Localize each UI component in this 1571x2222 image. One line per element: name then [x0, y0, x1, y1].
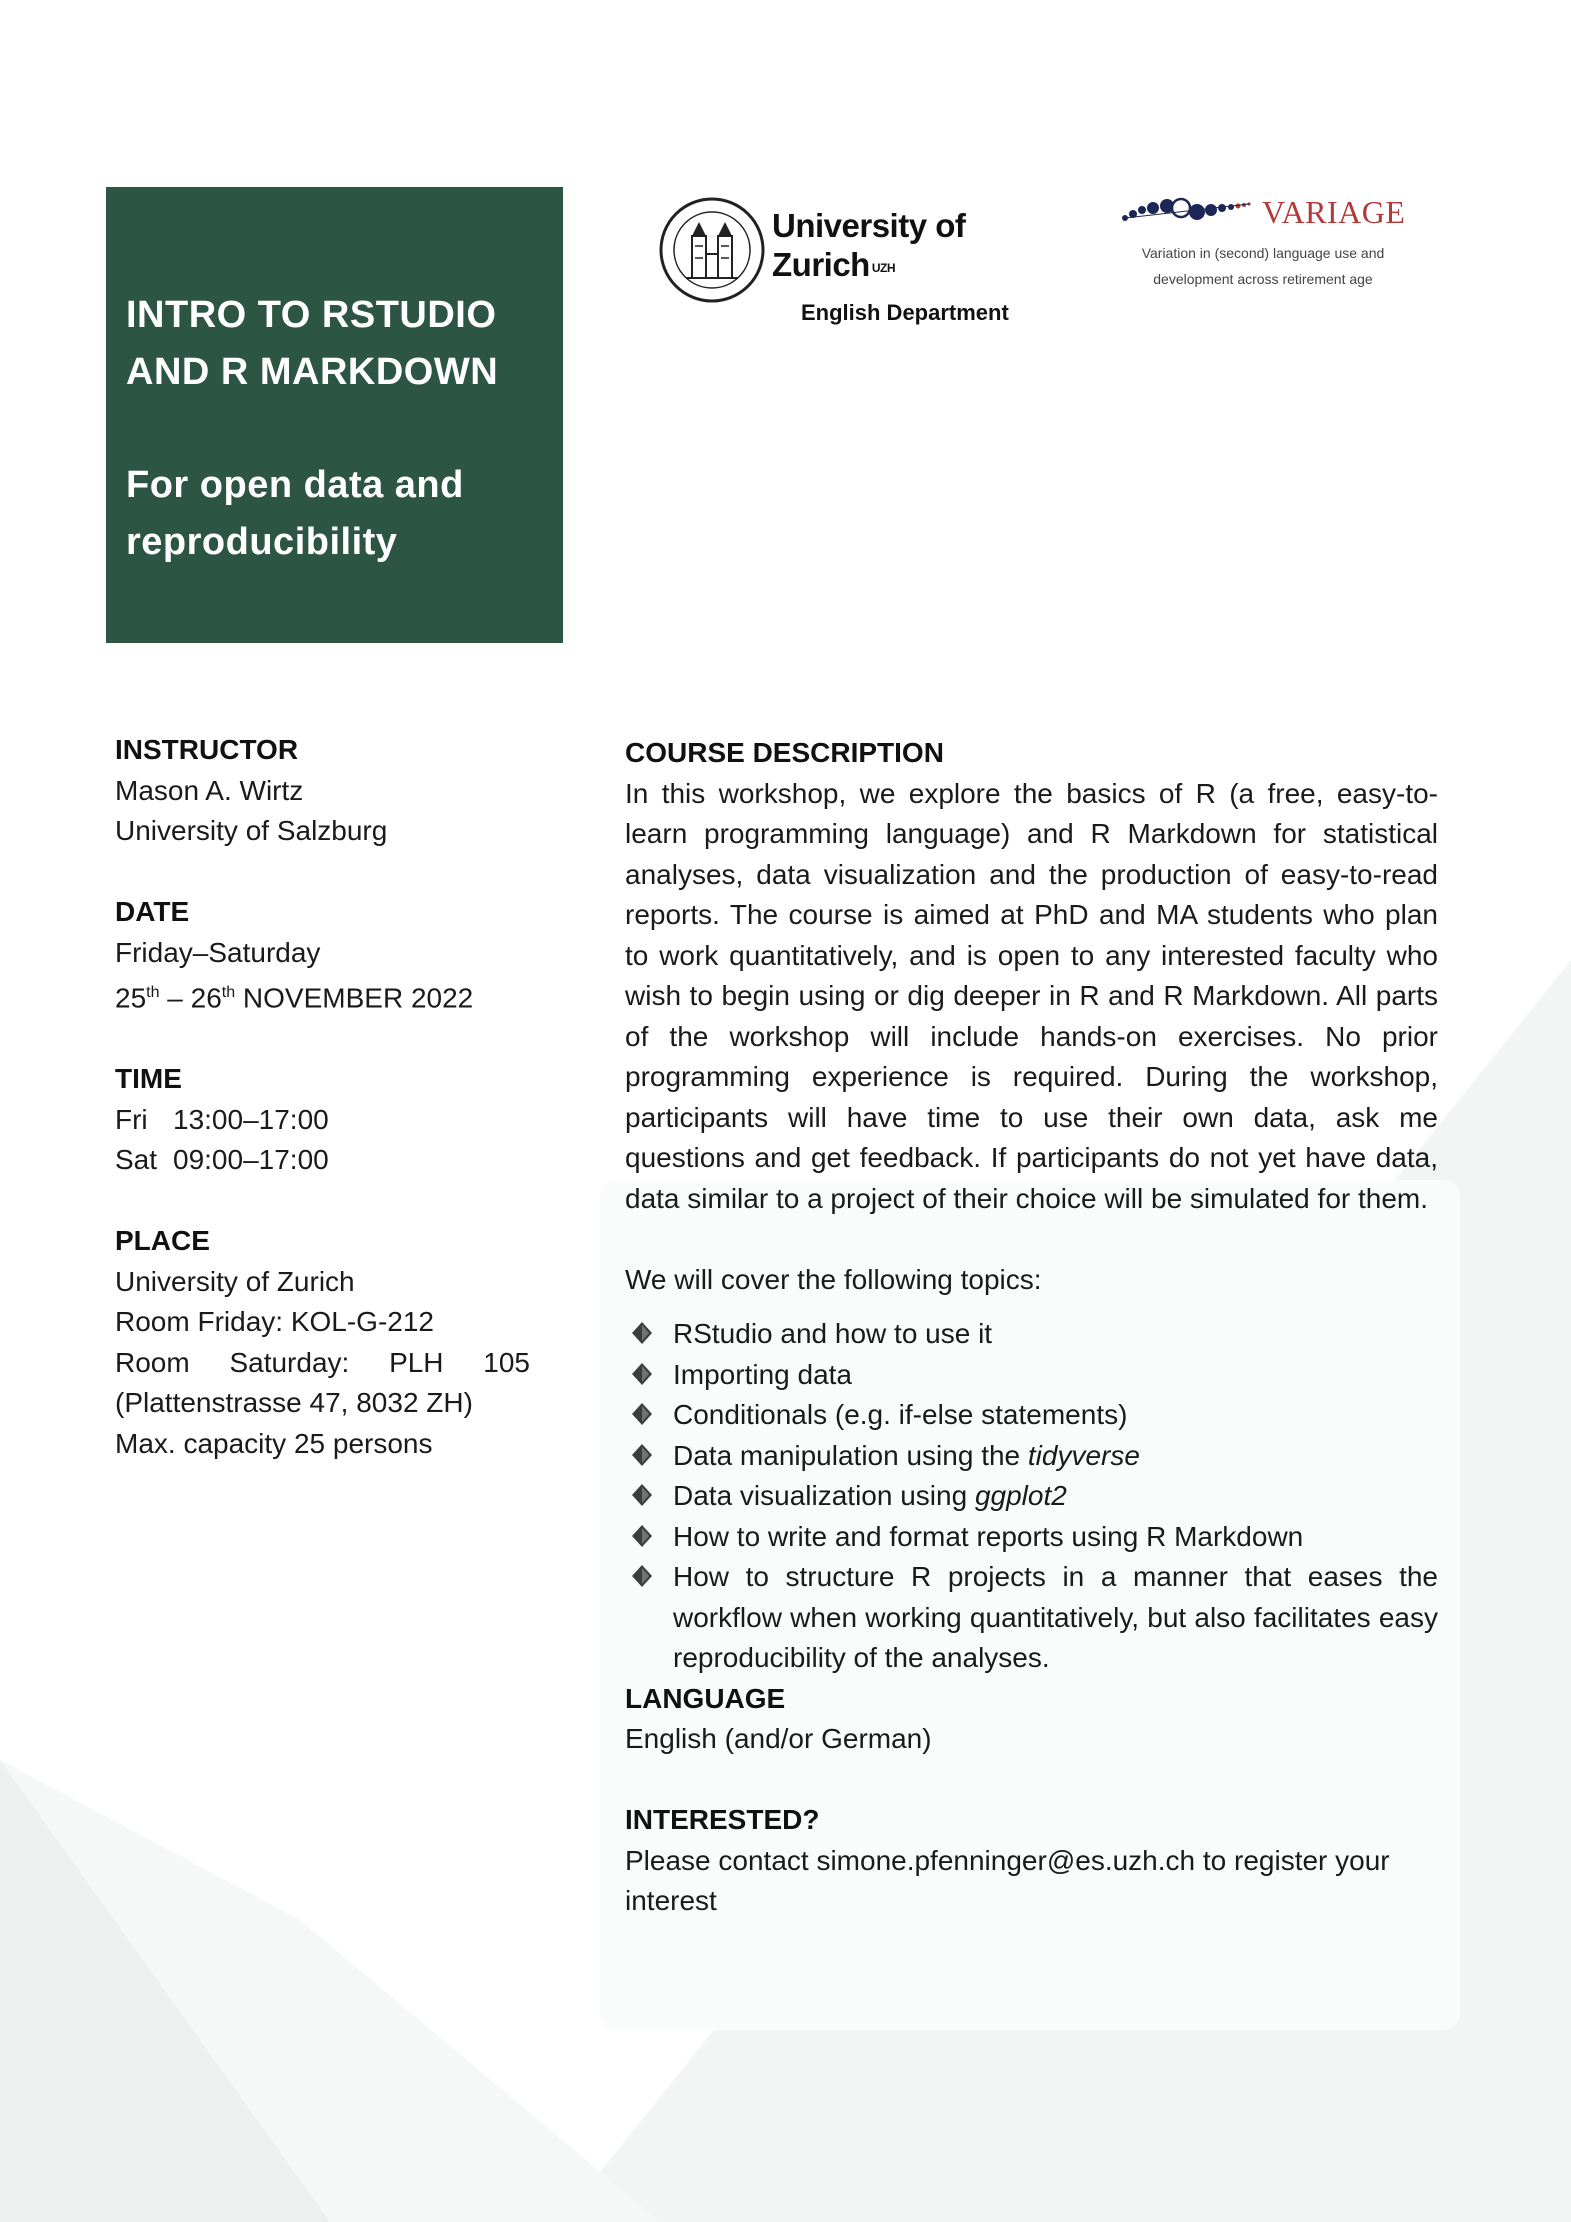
diamond-bullet-icon — [631, 1517, 653, 1557]
room-saturday: Room Saturday: PLH 105 — [115, 1346, 530, 1378]
event-details — [115, 730, 535, 1505]
place-section — [115, 1221, 535, 1464]
diamond-bullet-icon — [631, 1557, 653, 1597]
list-item: RStudio and how to use it — [625, 1314, 1438, 1355]
instructor-affiliation: University of Salzburg — [115, 815, 388, 846]
time-friday: Fri 13:00–17:00 — [115, 1103, 329, 1135]
variage-tagline: Variation in (second) language use and development across retirement age — [1141, 245, 1385, 287]
date-heading: DATE — [115, 896, 190, 927]
list-item: Importing data — [625, 1355, 1438, 1396]
place-address: (Plattenstrasse 47, 8032 ZH) — [115, 1387, 473, 1419]
uzh-seal-icon — [658, 196, 766, 304]
variage-logo — [1118, 188, 1418, 298]
instructor-section — [115, 730, 535, 852]
topics-intro: We will cover the following topics: — [625, 1263, 1042, 1295]
course-subtitle: For open data and reproducibility — [126, 464, 464, 563]
place-heading: PLACE — [115, 1225, 210, 1257]
interested-section — [625, 1800, 1438, 1922]
date-days: Friday–Saturday — [115, 936, 321, 968]
course-content — [625, 733, 1438, 1922]
course-description-heading: COURSE DESCRIPTION — [625, 737, 944, 768]
course-title: INTRO TO RSTUDIO AND R MARKDOWN — [126, 294, 499, 393]
title-box — [106, 187, 563, 643]
list-item: How to write and format reports using R Markdown — [625, 1517, 1438, 1558]
instructor-heading: INSTRUCTOR — [115, 734, 299, 765]
diamond-bullet-icon — [631, 1355, 653, 1395]
list-item: How to structure R projects in a manner that eases the workflow when working quantitatively, but also facilitates easy reproducibility of the analyses. — [625, 1557, 1438, 1679]
topics-list — [625, 1314, 1438, 1679]
interested-heading: INTERESTED? — [625, 1804, 820, 1835]
list-item: Data manipulation using the tidyverse — [625, 1436, 1438, 1477]
date-range: 25th – 26th NOVEMBER 2022 — [115, 982, 474, 1014]
language-heading: LANGUAGE — [625, 1682, 786, 1714]
department-name: English Department — [801, 300, 1009, 325]
time-saturday: Sat 09:00–17:00 — [115, 1144, 329, 1176]
instructor-name: Mason A. Wirtz — [115, 774, 304, 806]
place-institution: University of Zurich — [115, 1265, 355, 1297]
place-capacity: Max. capacity 25 persons — [115, 1427, 433, 1459]
time-section — [115, 1059, 535, 1181]
list-item: Conditionals (e.g. if-else statements) — [625, 1395, 1438, 1436]
language-section — [625, 1679, 1438, 1760]
uzh-logo — [658, 196, 1038, 336]
diamond-bullet-icon — [631, 1395, 653, 1435]
course-description: In this workshop, we explore the basics of R (a free, easy-to-learn programming language) and R Markdown for statistical analyses, data visualization and the production of easy-to-read reports. The course is aimed at PhD and MA students who plan to work quantitatively, and is open to any interested faculty who wish to begin using or dig deeper in R and R Markdown. All parts of the workshop will include hands-on exercises. No prior programming experience is required. During the workshop, participants will have time to use their own data, ask me questions and get feedback. If participants do not yet have data, data similar to a project of their choice will be simulated for them. — [625, 777, 1438, 1214]
diamond-bullet-icon — [631, 1436, 653, 1476]
diamond-bullet-icon — [631, 1476, 653, 1516]
variage-dots-icon — [1121, 192, 1261, 232]
uzh-name: University of Zurich $^{UZH}$ — [772, 207, 966, 283]
date-section — [115, 892, 535, 1019]
time-heading: TIME — [115, 1063, 182, 1095]
list-item: Data visualization using ggplot2 — [625, 1476, 1438, 1517]
contact-text: Please contact simone.pfenninger@es.uzh.ch to register your interest — [625, 1844, 1390, 1916]
room-friday: Room Friday: KOL-G-212 — [115, 1306, 434, 1338]
variage-name: VARIAGE — [1262, 194, 1406, 230]
language-value: English (and/or German) — [625, 1723, 932, 1754]
diamond-bullet-icon — [631, 1314, 653, 1354]
